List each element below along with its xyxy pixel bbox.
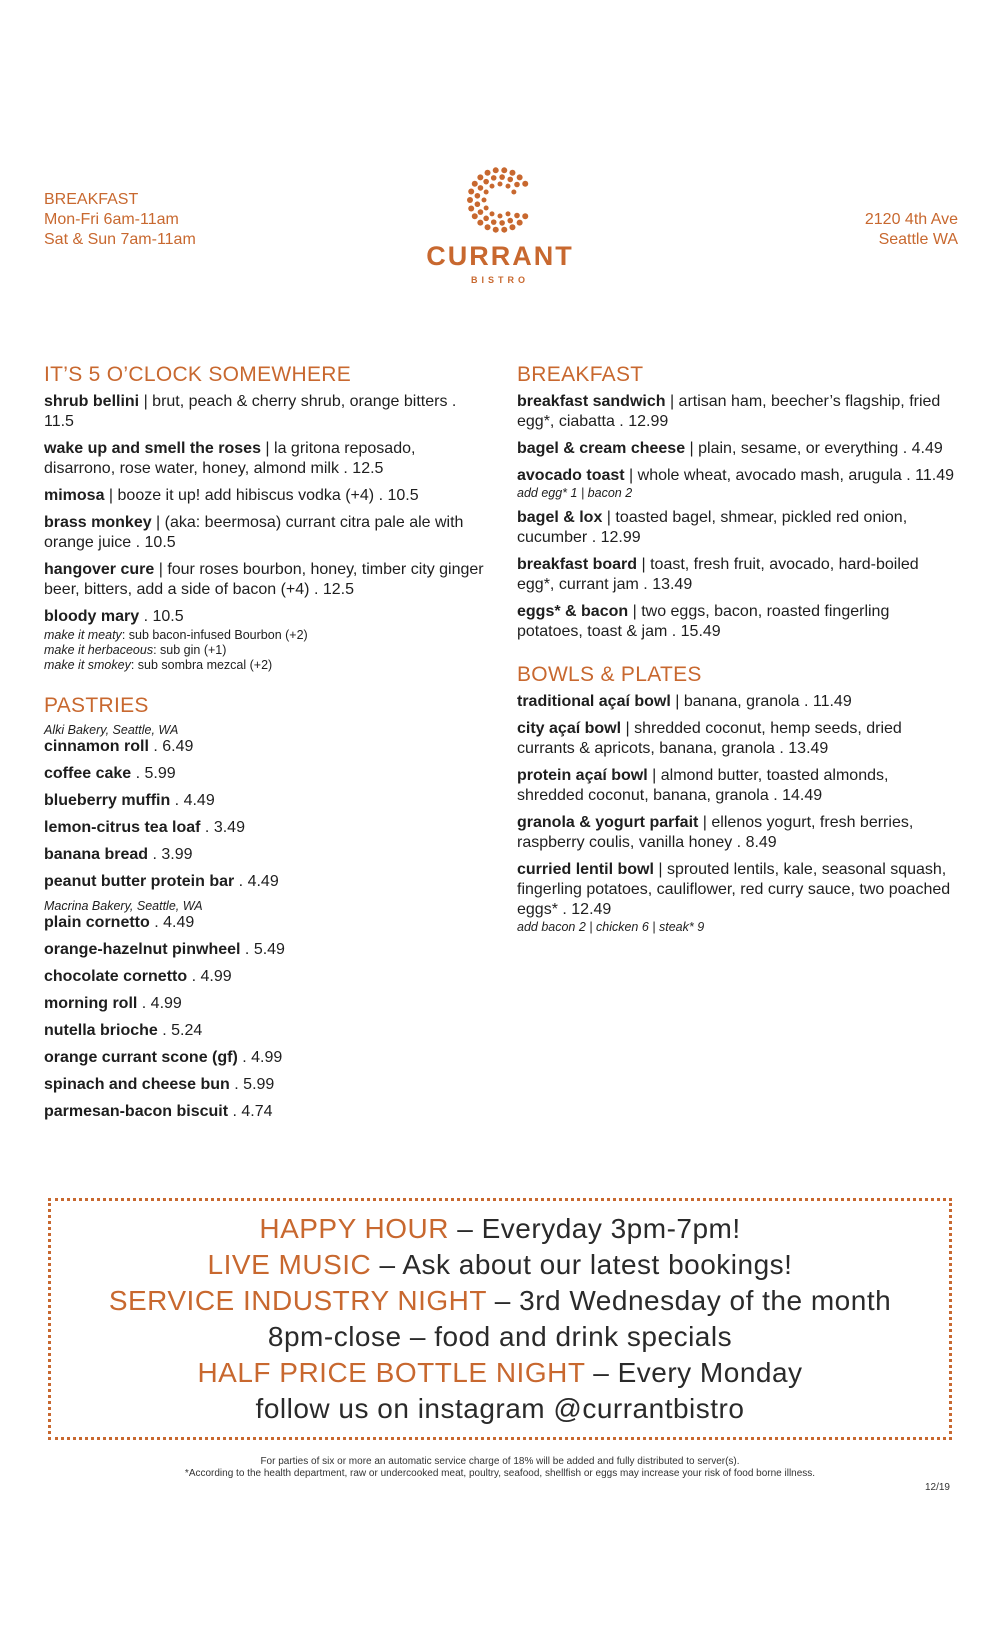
promo-text: 8pm-close – food and drink specials xyxy=(267,1321,733,1352)
separator: | xyxy=(628,603,642,620)
item-description: four roses bourbon, honey, timber city ginger beer, bitters, add a side of bacon (+4) xyxy=(44,561,484,598)
menu-item xyxy=(517,555,957,595)
item-description: brut, peach & cherry shrub, orange bitters xyxy=(152,393,448,410)
item-description: sprouted lentils, kale, seasonal squash, fingerling potatoes, cauliflower, red curry sauce, two poached eggs* xyxy=(517,861,951,918)
promo-text: – Ask about our latest bookings! xyxy=(371,1249,793,1280)
item-price: 13.49 xyxy=(788,740,829,757)
menu-item xyxy=(517,692,957,712)
item-name: plain cornetto xyxy=(44,914,150,931)
item-name: city açaí bowl xyxy=(517,720,622,737)
separator: . xyxy=(139,608,153,625)
item-price: 10.5 xyxy=(152,608,184,625)
address-block xyxy=(865,210,958,250)
bloody-mary-note xyxy=(44,658,484,673)
separator: . xyxy=(309,581,323,598)
separator: . xyxy=(667,623,681,640)
item-description: banana, granola xyxy=(683,693,800,710)
item-name: chocolate cornetto xyxy=(44,968,188,985)
bloody-mary-note xyxy=(44,628,484,643)
bowls-section xyxy=(517,662,957,935)
menu-item xyxy=(517,813,957,853)
separator: | xyxy=(260,440,275,457)
item-price: 12.99 xyxy=(600,529,641,546)
separator: | xyxy=(139,393,153,410)
separator: . xyxy=(447,393,457,410)
item-name: hangover cure xyxy=(44,561,155,578)
separator: . xyxy=(157,1022,172,1039)
promo-line xyxy=(51,1319,949,1355)
pastry-item xyxy=(44,818,484,838)
pastry-item xyxy=(44,872,484,892)
separator: . xyxy=(898,440,912,457)
item-name: parmesan-bacon biscuit xyxy=(44,1103,229,1120)
item-price: 4.74 xyxy=(241,1103,273,1120)
item-description: artisan ham, beecher’s flagship, fried egg*, ciabatta xyxy=(517,393,941,430)
hours-block xyxy=(44,190,196,250)
promo-line xyxy=(51,1211,949,1247)
bowls-list xyxy=(517,692,957,935)
left-column xyxy=(44,362,484,1142)
bakery-name: Macrina Bakery, Seattle, WA xyxy=(44,899,203,913)
item-name: banana bread xyxy=(44,846,149,863)
menu-item xyxy=(517,766,957,806)
item-name: bagel & cream cheese xyxy=(517,440,686,457)
pastry-item xyxy=(44,791,484,811)
item-note: add egg* 1 | bacon 2 xyxy=(517,486,633,500)
currant-logo-icon xyxy=(465,165,535,235)
menu-item xyxy=(517,602,957,642)
item-name: traditional açaí bowl xyxy=(517,693,671,710)
note-text: : sub bacon-infused Bourbon (+2) xyxy=(121,628,308,642)
menu-item xyxy=(517,860,957,935)
logo xyxy=(420,165,580,285)
breakfast-section xyxy=(517,362,957,642)
item-price: 5.49 xyxy=(253,941,285,958)
item-name: morning roll xyxy=(44,995,138,1012)
item-price: 12.5 xyxy=(322,581,354,598)
pastry-list xyxy=(44,737,484,892)
menu-item xyxy=(44,513,484,553)
item-description: two eggs, bacon, roasted fingerling potatoes, toast & jam xyxy=(517,603,890,640)
separator: . xyxy=(240,941,254,958)
cocktails-section xyxy=(44,362,484,673)
separator: . xyxy=(638,576,653,593)
item-price: 14.49 xyxy=(782,787,823,804)
item-name: breakfast sandwich xyxy=(517,393,666,410)
separator: | xyxy=(624,467,638,484)
item-name: cinnamon roll xyxy=(44,738,149,755)
separator: . xyxy=(228,1103,242,1120)
section-title: BREAKFAST xyxy=(517,363,644,386)
promo-text: – 3rd Wednesday of the month xyxy=(486,1285,892,1316)
separator: . xyxy=(557,901,572,918)
hours-weekday: Mon-Fri 6am-11am xyxy=(44,211,179,228)
item-name: avocado toast xyxy=(517,467,625,484)
logo-name: CURRANT xyxy=(426,241,574,271)
menu-item xyxy=(517,439,957,459)
item-price: 13.49 xyxy=(652,576,693,593)
item-price: 11.49 xyxy=(812,693,852,710)
pastry-list xyxy=(44,913,484,1122)
item-name: nutella brioche xyxy=(44,1022,158,1039)
separator: . xyxy=(901,467,916,484)
item-description: toasted bagel, shmear, pickled red onion, cucumber xyxy=(517,509,908,546)
address-city: Seattle WA xyxy=(878,231,958,248)
item-description: ellenos yogurt, fresh berries, raspberry coulis, vanilla honey xyxy=(517,814,914,851)
bloody-mary-notes xyxy=(44,628,484,673)
pastry-item xyxy=(44,1048,484,1068)
pastry-item xyxy=(44,940,484,960)
item-name: blueberry muffin xyxy=(44,792,171,809)
separator: | xyxy=(104,487,118,504)
right-column xyxy=(517,362,957,955)
promo-line xyxy=(51,1391,949,1427)
cocktail-list xyxy=(44,392,484,627)
separator: . xyxy=(732,834,746,851)
item-price: 12.99 xyxy=(628,413,669,430)
menu-item xyxy=(517,392,957,432)
promo-line xyxy=(51,1283,949,1319)
item-price: 4.49 xyxy=(247,873,279,890)
item-description: booze it up! add hibiscus vodka (+4) xyxy=(117,487,375,504)
separator: . xyxy=(338,460,353,477)
pastry-item xyxy=(44,1021,484,1041)
item-name: orange currant scone (gf) xyxy=(44,1049,238,1066)
item-price: 4.99 xyxy=(150,995,182,1012)
section-title: BOWLS & PLATES xyxy=(517,663,702,686)
item-name: orange-hazelnut pinwheel xyxy=(44,941,241,958)
promo-highlight: HALF PRICE BOTTLE NIGHT xyxy=(197,1357,585,1388)
pastry-item xyxy=(44,764,484,784)
separator: . xyxy=(237,1049,252,1066)
item-price: 5.99 xyxy=(144,765,176,782)
item-name: bagel & lox xyxy=(517,509,603,526)
service-charge-note: For parties of six or more an automatic service charge of 18% will be added and fully distributed to server(s). xyxy=(260,1456,740,1467)
separator: . xyxy=(234,873,248,890)
item-price: 6.49 xyxy=(162,738,194,755)
pastry-item xyxy=(44,845,484,865)
item-price: 4.49 xyxy=(183,792,215,809)
item-price: 3.49 xyxy=(213,819,245,836)
item-name: breakfast board xyxy=(517,556,638,573)
separator: . xyxy=(768,787,783,804)
item-name: lemon-citrus tea loaf xyxy=(44,819,201,836)
separator: | xyxy=(665,393,679,410)
item-price: 11.49 xyxy=(915,467,955,484)
menu-date: 12/19 xyxy=(924,1482,950,1493)
section-title: PASTRIES xyxy=(44,694,149,717)
pastries-section xyxy=(44,693,484,1122)
separator: . xyxy=(614,413,629,430)
item-name: shrub bellini xyxy=(44,393,140,410)
menu-item xyxy=(44,607,484,627)
separator: . xyxy=(799,693,813,710)
item-description: (aka: beermosa) currant citra pale ale with orange juice xyxy=(44,514,464,551)
note-text: : sub sombra mezcal (+2) xyxy=(130,658,273,672)
item-price: 12.5 xyxy=(352,460,384,477)
menu-item xyxy=(517,508,957,548)
item-note: add bacon 2 | chicken 6 | steak* 9 xyxy=(517,920,705,934)
item-name: coffee cake xyxy=(44,765,132,782)
address-street: 2120 4th Ave xyxy=(864,211,958,228)
item-name: curried lentil bowl xyxy=(517,861,654,878)
health-disclaimer: *According to the health department, raw or undercooked meat, poultry, seafood, shellfish or eggs may increase your risk of food borne illness. xyxy=(184,1468,816,1479)
separator: | xyxy=(154,561,168,578)
separator: . xyxy=(131,765,145,782)
separator: | xyxy=(670,693,684,710)
pastry-item xyxy=(44,1075,484,1095)
item-price: 5.24 xyxy=(171,1022,203,1039)
promo-box xyxy=(48,1198,952,1440)
separator: . xyxy=(170,792,184,809)
hours-weekend: Sat & Sun 7am-11am xyxy=(44,231,196,248)
note-label: make it meaty xyxy=(44,628,122,642)
promo-highlight: HAPPY HOUR xyxy=(259,1213,449,1244)
item-price: 15.49 xyxy=(680,623,721,640)
item-name: wake up and smell the roses xyxy=(44,440,261,457)
bakery-name: Alki Bakery, Seattle, WA xyxy=(44,723,179,737)
promo-line xyxy=(51,1355,949,1391)
footer xyxy=(0,1456,1000,1480)
separator: . xyxy=(229,1076,244,1093)
menu-item xyxy=(44,560,484,600)
note-label: make it herbaceous xyxy=(44,643,154,657)
item-description: shredded coconut, hemp seeds, dried currants & apricots, banana, granola xyxy=(517,720,902,757)
separator: | xyxy=(621,720,635,737)
item-price: 4.49 xyxy=(163,914,195,931)
separator: | xyxy=(151,514,165,531)
menu-item xyxy=(44,439,484,479)
separator: | xyxy=(647,767,661,784)
separator: . xyxy=(200,819,214,836)
menu-item xyxy=(517,719,957,759)
separator: | xyxy=(685,440,699,457)
promo-highlight: SERVICE INDUSTRY NIGHT xyxy=(108,1285,487,1316)
pastry-item xyxy=(44,1102,484,1122)
item-name: peanut butter protein bar xyxy=(44,873,235,890)
pastry-item xyxy=(44,994,484,1014)
separator: . xyxy=(131,534,145,551)
item-name: spinach and cheese bun xyxy=(44,1076,230,1093)
note-label: make it smokey xyxy=(44,658,131,672)
section-title: IT’S 5 O’CLOCK SOMEWHERE xyxy=(44,363,352,386)
item-price: 4.99 xyxy=(200,968,232,985)
breakfast-list xyxy=(517,392,957,642)
promo-text: – Every Monday xyxy=(584,1357,803,1388)
separator: . xyxy=(148,846,162,863)
bloody-mary-note xyxy=(44,643,484,658)
item-price: 10.5 xyxy=(387,487,419,504)
promo-text: – Everyday 3pm-7pm! xyxy=(448,1213,741,1244)
item-price: 3.99 xyxy=(161,846,193,863)
item-price: 8.49 xyxy=(745,834,777,851)
separator: | xyxy=(602,509,616,526)
menu-item xyxy=(44,486,484,506)
item-price: 4.49 xyxy=(911,440,943,457)
separator: . xyxy=(774,740,789,757)
separator: . xyxy=(137,995,151,1012)
item-price: 12.49 xyxy=(571,901,612,918)
item-name: granola & yogurt parfait xyxy=(517,814,699,831)
item-price: 10.5 xyxy=(144,534,176,551)
item-name: protein açaí bowl xyxy=(517,767,648,784)
promo-line xyxy=(51,1247,949,1283)
item-description: plain, sesame, or everything xyxy=(698,440,899,457)
item-description: la gritona reposado, disarrono, rose water, honey, almond milk xyxy=(44,440,416,477)
pastry-item xyxy=(44,737,484,757)
separator: | xyxy=(637,556,651,573)
item-name: eggs* & bacon xyxy=(517,603,629,620)
item-price: 5.99 xyxy=(243,1076,275,1093)
promo-text: follow us on instagram @currantbistro xyxy=(255,1393,745,1424)
menu-item xyxy=(517,466,957,501)
separator: . xyxy=(148,738,163,755)
promo-highlight: LIVE MUSIC xyxy=(207,1249,372,1280)
item-price: 11.5 xyxy=(44,413,74,430)
separator: | xyxy=(653,861,667,878)
item-name: mimosa xyxy=(44,487,105,504)
menu-item xyxy=(44,392,484,432)
separator: . xyxy=(374,487,388,504)
logo-subtitle: BISTRO xyxy=(470,275,529,285)
pastry-item xyxy=(44,967,484,987)
pastry-item xyxy=(44,913,484,933)
item-description: almond butter, toasted almonds, shredded coconut, banana, granola xyxy=(517,767,889,804)
item-description: whole wheat, avocado mash, arugula xyxy=(637,467,902,484)
separator: | xyxy=(698,814,712,831)
separator: . xyxy=(149,914,164,931)
hours-title: BREAKFAST xyxy=(44,191,139,208)
separator: . xyxy=(187,968,201,985)
item-description: toast, fresh fruit, avocado, hard-boiled egg*, currant jam xyxy=(517,556,919,593)
item-name: bloody mary xyxy=(44,608,140,625)
note-text: : sub gin (+1) xyxy=(153,643,227,657)
item-price: 4.99 xyxy=(251,1049,283,1066)
separator: . xyxy=(587,529,601,546)
item-name: brass monkey xyxy=(44,514,152,531)
